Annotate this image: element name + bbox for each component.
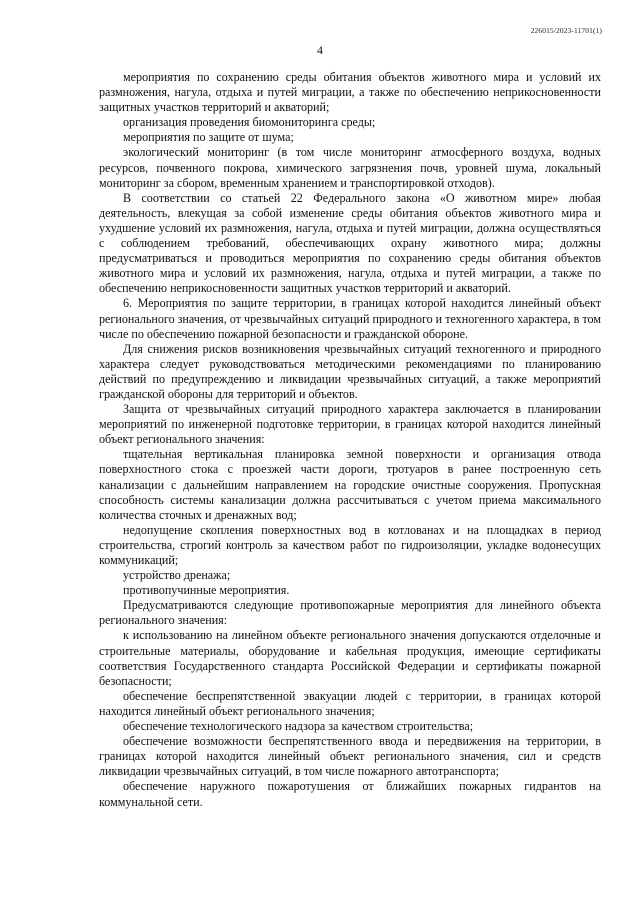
- paragraph-emergency-access: обеспечение возможности беспрепятственного ввода и передвижения на территории, в границах которой находится линейный объект регионального значения, сил и средств ликвидации чрезвычайных ситуаций, в том числе пожарного автотранспорта;: [99, 734, 601, 779]
- paragraph-biomonitoring: организация проведения биомониторинга среды;: [123, 115, 376, 130]
- paragraph-evacuation: обеспечение беспрепятственной эвакуации людей с территории, в границах которой находится линейный объект регионального значения;: [99, 688, 601, 718]
- paragraph-vertical-grading: тщательная вертикальная планировка земной поверхности и организация отвода поверхностного стока с проезжей части дороги, тротуаров в ранее построенную сеть канализации с дальнейшим направлением на городские очистные сооружения. Пропускная способность системы канализации должна рассчитываться с учетом приема максимального количества сточных и дренажных вод;: [99, 447, 601, 522]
- paragraph-wildlife-law: В соответствии со статьей 22 Федерального закона «О животном мире» любая деятельность, влекущая за собой изменение среды обитания объектов животного мира и ухудшение условий их размножения, нагула, отдыха и путей миграции, должна осуществляться с соблюдением требований, обеспечивающих охрану животного мира; должны предусматриваться и проводиться мероприятия по сохранению среды обитания объектов животного мира и условий их размножения, нагула, отдыха и путей миграции, а также по обеспечению неприкосновенности защитных участков территорий и акваторий.: [99, 190, 601, 296]
- paragraph-technical-supervision: обеспечение технологического надзора за качеством строительства;: [123, 719, 474, 734]
- paragraph-noise-protection: мероприятия по защите от шума;: [123, 130, 294, 145]
- paragraph-anti-heaving: противопучинные мероприятия.: [123, 583, 290, 598]
- paragraph-ecological-monitoring: экологический мониторинг (в том числе мониторинг атмосферного воздуха, водных ресурсов, почвенного покрова, химического загрязнения почв, уровней шума, локальный мониторинг за сбором, временным хранением и транспортировкой отходов).: [99, 145, 601, 190]
- paragraph-natural-emergency-protection: Защита от чрезвычайных ситуаций природного характера заключается в планировании мероприятий по инженерной подготовке территории, в границах которой находится линейный объект регионального значения:: [99, 402, 601, 447]
- paragraph-fire-measures-intro: Предусматриваются следующие противопожарные мероприятия для линейного объекта регионального значения:: [99, 598, 601, 628]
- paragraph-habitat-measures: мероприятия по сохранению среды обитания объектов животного мира и условий их размножения, нагула, отдыха и путей миграции, а также по обеспечению неприкосновенности защитных участков территорий и акваторий;: [99, 70, 601, 115]
- paragraph-drainage: устройство дренажа;: [123, 568, 231, 583]
- paragraph-surface-water: недопущение скопления поверхностных вод в котлованах и на площадках в период строительства, строгий контроль за качеством работ по гидроизоляции, укладке водонесущих коммуникаций;: [99, 522, 601, 567]
- page-number: 4: [317, 43, 323, 57]
- paragraph-certified-materials: к использованию на линейном объекте регионального значения допускаются отделочные и строительные материалы, оборудование и кабельная продукция, имеющие сертификаты соответствия Государственного стандарта Российской Федерации и сертификаты пожарной безопасности;: [99, 628, 601, 688]
- document-registration-number: 226015/2023-11701(1): [530, 26, 602, 35]
- document-body: [99, 70, 601, 810]
- paragraph-fire-hydrants: обеспечение наружного пожаротушения от ближайших пожарных гидрантов на коммунальной сети.: [99, 779, 601, 809]
- paragraph-section-6-heading: 6. Мероприятия по защите территории, в границах которой находится линейный объект регионального значения, от чрезвычайных ситуаций природного и техногенного характера, в том числе по обеспечению пожарной безопасности и гражданской обороне.: [99, 296, 601, 341]
- paragraph-risk-reduction: Для снижения рисков возникновения чрезвычайных ситуаций техногенного и природного характера следует руководствоваться методическими рекомендациями по планированию действий по предупреждению и ликвидации чрезвычайных ситуаций, а также мероприятий гражданской обороны для территорий и объектов.: [99, 341, 601, 401]
